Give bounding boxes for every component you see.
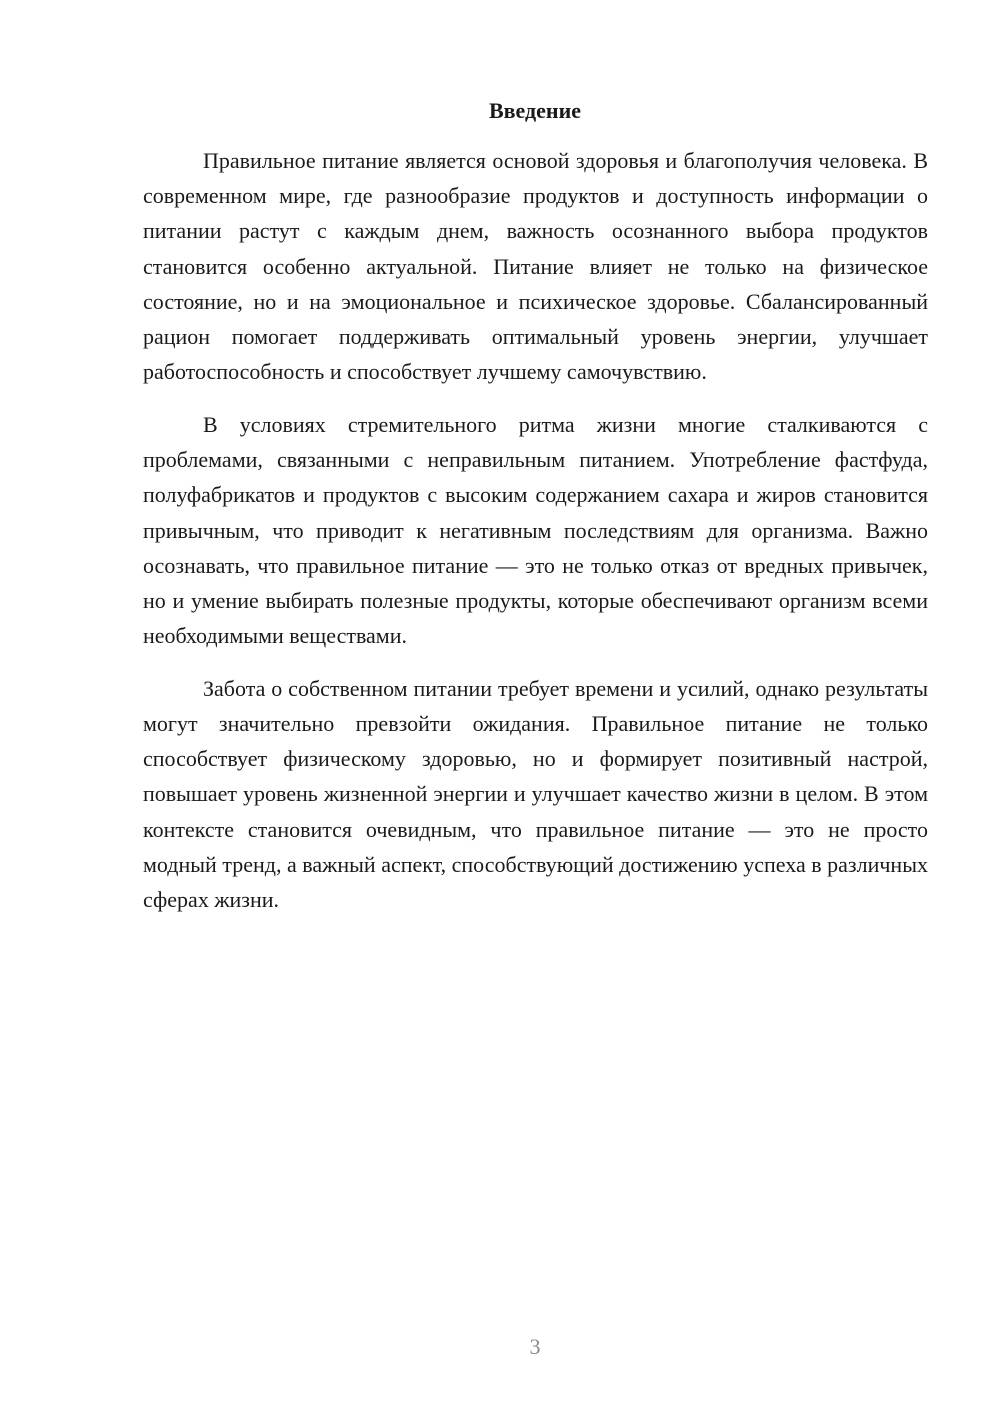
body-text	[143, 143, 928, 917]
page-number: 3	[529, 1334, 541, 1359]
paragraph-3: Забота о собственном питании требует времени и усилий, однако результаты могут значительно превзойти ожидания. Правильное питание не только способствует физическому здоровью, но и формирует позитивный настрой, повышает уровень жизненной энергии и улучшает качество жизни в целом. В этом контексте становится очевидным, что правильное питание — это не просто модный тренд, а важный аспект, способствующий достижению успеха в различных сферах жизни.	[143, 675, 928, 913]
paragraph-2: В условиях стремительного ритма жизни многие сталкиваются с проблемами, связанными с неправильным питанием. Употребление фастфуда, полуфабрикатов и продуктов с высоким содержанием сахара и жиров становится привычным, что приводит к негативным последствиям для организма. Важно осознавать, что правильное питание — это не только отказ от вредных привычек, но и умение выбирать полезные продукты, которые обеспечивают организм всеми необходимыми веществами.	[143, 411, 928, 649]
section-heading: Введение	[488, 98, 582, 123]
paragraph-1: Правильное питание является основой здоровья и благополучия человека. В современном мире, где разнообразие продуктов и доступность информации о питании растут с каждым днем, важность осознанного выбора продуктов становится особенно актуальной. Питание влияет не только на физическое состояние, но и на эмоциональное и психическое здоровье. Сбалансированный рацион помогает поддерживать оптимальный уровень энергии, улучшает работоспособность и способствует лучшему самочувствию.	[143, 148, 928, 385]
